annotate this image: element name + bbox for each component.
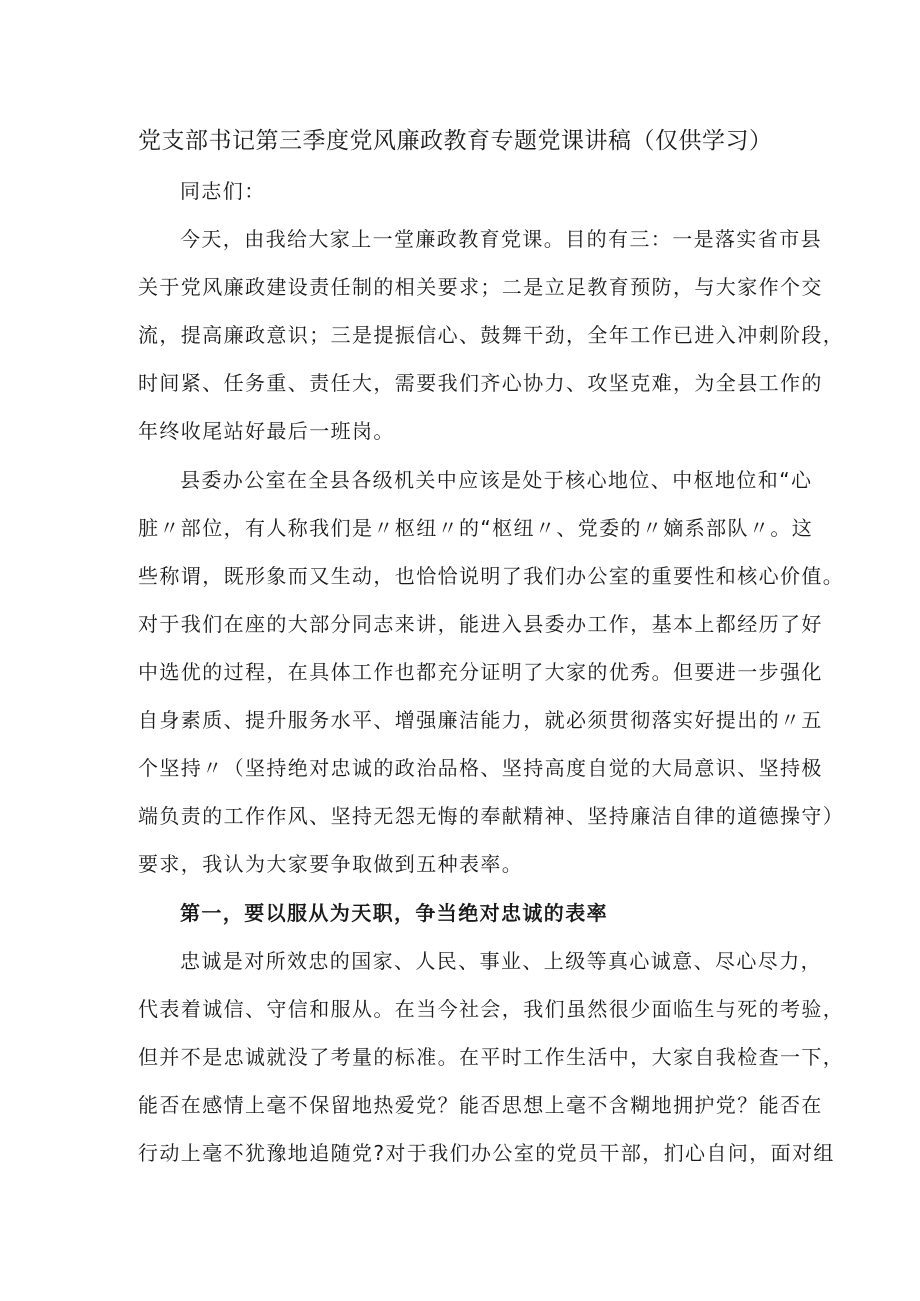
- paragraph-line: 个坚持〃（坚持绝对忠诚的政治品格、坚持高度自觉的大局意识、坚持极: [138, 756, 823, 780]
- paragraph-line: 中选优的过程，在具体工作也都充分证明了大家的优秀。但要进一步强化: [138, 660, 823, 684]
- paragraph-line: 时间紧、任务重、责任大，需要我们齐心协力、攻坚克难，为全县工作的: [138, 371, 823, 395]
- paragraph-line: 对于我们在座的大部分同志来讲，能进入县委办工作，基本上都经历了好: [138, 612, 823, 636]
- paragraph-line: 今天，由我给大家上一堂廉政教育党课。目的有三：一是落实省市县: [180, 227, 822, 251]
- greeting: 同志们：: [180, 179, 266, 203]
- section-heading: 第一，要以服从为天职，争当绝对忠诚的表率: [180, 901, 608, 925]
- paragraph-line: 能否在感情上毫不保留地热爱党？能否思想上毫不含糊地拥护党？能否在: [138, 1093, 823, 1117]
- paragraph-line: 自身素质、提升服务水平、增强廉洁能力，就必须贯彻落实好提出的〃五: [138, 708, 823, 732]
- paragraph-line: 忠诚是对所效忠的国家、人民、事业、上级等真心诚意、尽心尽力，: [180, 949, 822, 973]
- paragraph-line: 关于党风廉政建设责任制的相关要求；二是立足教育预防，与大家作个交: [138, 275, 823, 299]
- paragraph-line: 县委办公室在全县各级机关中应该是处于核心地位、中枢地位和“心: [180, 468, 813, 492]
- document-title: 党支部书记第三季度党风廉政教育专题党课讲稿（仅供学习）: [138, 128, 773, 154]
- paragraph-line: 但并不是忠诚就没了考量的标准。在平时工作生活中，大家自我检查一下，: [138, 1045, 845, 1069]
- paragraph-line: 脏〃部位，有人称我们是〃枢纽〃的“枢纽〃、党委的〃嫡系部队〃。这: [138, 516, 814, 540]
- paragraph-line: 要求，我认为大家要争取做到五种表率。: [138, 852, 524, 876]
- paragraph-line: 行动上毫不犹豫地追随党?对于我们办公室的党员干部，扪心自问，面对组: [138, 1141, 835, 1165]
- paragraph-line: 端负责的工作作风、坚持无怨无悔的奉献精神、坚持廉洁自律的道德操守）: [138, 804, 845, 828]
- paragraph-line: 代表着诚信、守信和服从。在当今社会，我们虽然很少面临生与死的考验，: [138, 997, 845, 1021]
- paragraph-line: 流，提高廉政意识；三是提振信心、鼓舞干劲，全年工作已进入冲刺阶段，: [138, 323, 845, 347]
- paragraph-line: 些称谓，既形象而又生动，也恰恰说明了我们办公室的重要性和核心价值。: [138, 564, 845, 588]
- paragraph-line: 年终收尾站好最后一班岗。: [138, 419, 395, 443]
